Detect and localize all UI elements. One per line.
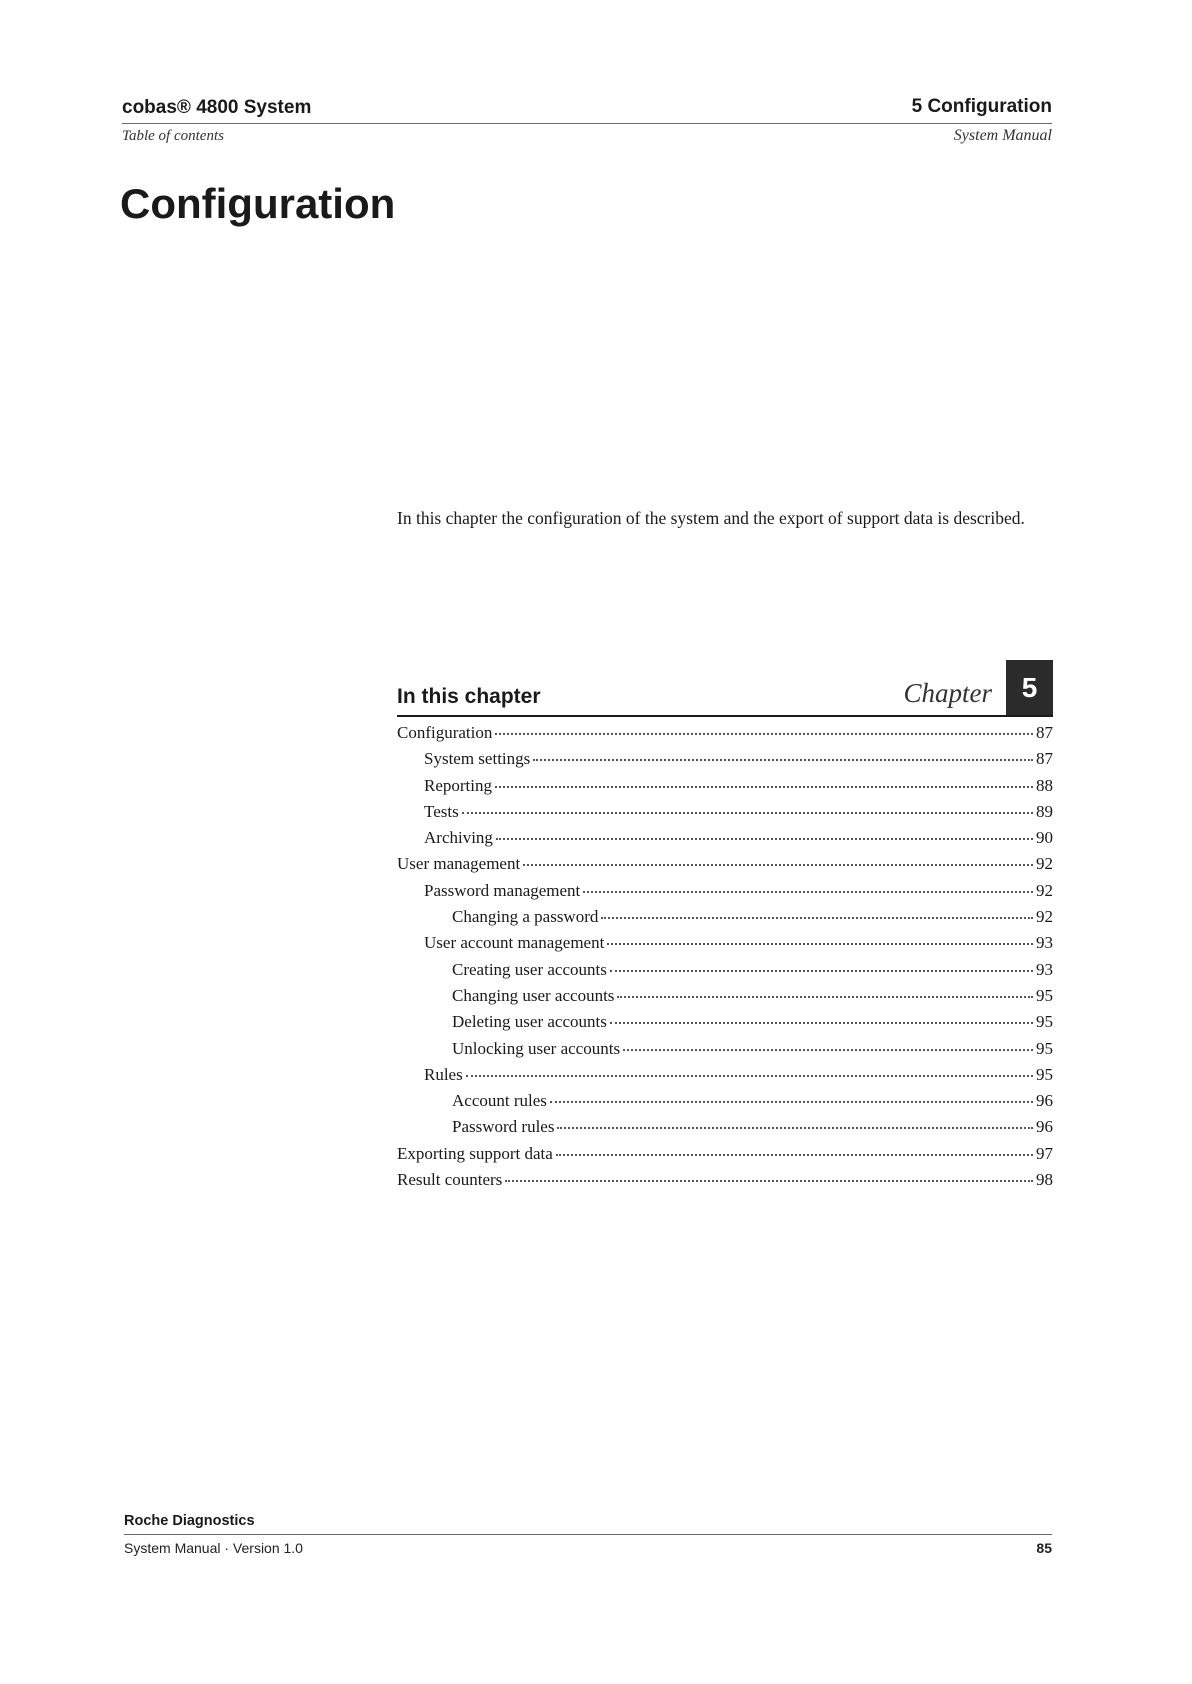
toc-entry[interactable]	[397, 907, 1053, 933]
toc-entry-page: 90	[1036, 828, 1053, 848]
toc-dot-leader	[462, 811, 1033, 814]
toc-dot-leader	[550, 1100, 1033, 1103]
footer-page-number: 85	[1036, 1540, 1052, 1556]
toc-entry-page: 87	[1036, 723, 1053, 742]
toc-dot-leader	[623, 1048, 1033, 1051]
toc-dot-leader	[610, 1021, 1033, 1024]
toc-dot-leader	[496, 837, 1033, 840]
toc-entry[interactable]	[397, 1065, 1053, 1091]
toc-entry-title: Deleting user accounts	[452, 1012, 607, 1032]
header-divider	[122, 123, 1052, 124]
toc-entry[interactable]	[397, 1012, 1053, 1038]
toc-entry-page: 96	[1036, 1091, 1053, 1111]
footer-brand: Roche Diagnostics	[124, 1513, 255, 1529]
header-left-title: cobas® 4800 System	[122, 97, 312, 118]
toc-entry[interactable]	[397, 960, 1053, 986]
toc-entry[interactable]	[397, 1091, 1053, 1117]
toc-entry-page: 95	[1036, 985, 1053, 1005]
footer-version: System Manual · Version 1.0	[124, 1540, 303, 1556]
toc-entry-page: 92	[1036, 854, 1053, 874]
toc-entry[interactable]	[397, 854, 1053, 880]
footer-divider	[124, 1534, 1052, 1535]
toc-dot-leader	[466, 1074, 1033, 1077]
toc-entry[interactable]	[397, 933, 1053, 959]
chapter-number-badge: 5	[1006, 660, 1053, 715]
toc-entry-title: Reporting	[424, 775, 492, 795]
chapter-intro: In this chapter the configuration of the system and the export of support data is described.	[397, 507, 1025, 528]
toc-dot-leader	[601, 916, 1033, 919]
toc-entry[interactable]	[397, 723, 1053, 749]
toc-dot-leader	[583, 890, 1033, 893]
toc-entry-title: Rules	[424, 1064, 463, 1084]
toc-entry[interactable]	[397, 1144, 1053, 1170]
header-right-subtitle: System Manual	[953, 127, 1052, 144]
toc-entry-title: Archiving	[424, 828, 493, 848]
toc-entry-page: 89	[1036, 801, 1053, 821]
toc-entry-page: 95	[1036, 1064, 1053, 1084]
chapter-word: Chapter	[903, 678, 992, 708]
toc-entry-title: Password rules	[452, 1117, 555, 1137]
toc-entry-title: Changing a password	[452, 907, 599, 927]
toc-entry-title: Configuration	[397, 723, 493, 742]
toc-dot-leader	[556, 1153, 1033, 1156]
toc-entry-page: 92	[1036, 880, 1053, 900]
toc-dot-leader	[523, 863, 1033, 866]
toc-entry[interactable]	[397, 986, 1053, 1012]
toc-entry-title: Changing user accounts	[452, 985, 615, 1005]
chapter-heading-label: In this chapter	[397, 685, 541, 708]
toc-entry[interactable]	[397, 776, 1053, 802]
toc-dot-leader	[607, 942, 1033, 945]
toc-dot-leader	[617, 995, 1033, 998]
toc-dot-leader	[610, 969, 1033, 972]
toc-entry-page: 93	[1036, 933, 1053, 953]
toc-entry-title: Tests	[424, 801, 459, 821]
toc-entry-page: 98	[1036, 1170, 1053, 1190]
toc-entry-title: Result counters	[397, 1170, 503, 1190]
toc-dot-leader	[495, 732, 1033, 735]
toc-entry[interactable]	[397, 828, 1053, 854]
toc-entry[interactable]	[397, 749, 1053, 775]
toc-entry-title: Password management	[424, 880, 581, 900]
table-of-contents	[397, 723, 1053, 1196]
toc-entry[interactable]	[397, 1170, 1053, 1196]
header-left-subtitle: Table of contents	[122, 128, 224, 144]
page-title: Configuration	[120, 180, 396, 227]
toc-entry-title: Account rules	[452, 1091, 547, 1111]
toc-entry[interactable]	[397, 802, 1053, 828]
toc-entry-page: 88	[1036, 775, 1053, 795]
toc-entry-title: Exporting support data	[397, 1143, 553, 1163]
toc-entry-title: User account management	[424, 933, 605, 953]
toc-entry-page: 96	[1036, 1117, 1053, 1137]
toc-dot-leader	[533, 758, 1033, 761]
toc-entry-page: 87	[1036, 749, 1053, 769]
toc-entry-title: Unlocking user accounts	[452, 1038, 621, 1058]
toc-entry-title: System settings	[424, 749, 531, 769]
toc-entry[interactable]	[397, 881, 1053, 907]
toc-entry-page: 97	[1036, 1143, 1053, 1163]
toc-entry-page: 93	[1036, 959, 1053, 979]
toc-dot-leader	[557, 1126, 1033, 1129]
toc-entry-title: Creating user accounts	[452, 959, 607, 979]
toc-entry[interactable]	[397, 1039, 1053, 1065]
toc-dot-leader	[495, 785, 1033, 788]
header-right-title: 5 Configuration	[911, 96, 1052, 117]
toc-entry-page: 95	[1036, 1012, 1053, 1032]
toc-entry-title: User management	[397, 854, 521, 874]
toc-entry-page: 92	[1036, 907, 1053, 927]
chapter-heading	[397, 655, 1053, 717]
toc-entry-page: 95	[1036, 1038, 1053, 1058]
toc-entry[interactable]	[397, 1117, 1053, 1143]
toc-dot-leader	[505, 1179, 1033, 1182]
